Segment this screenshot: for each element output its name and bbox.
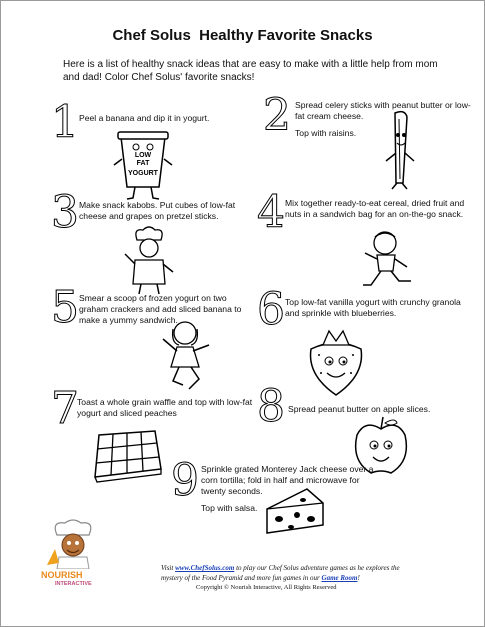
strawberry-illustration	[303, 327, 369, 397]
step-8-instruction: Spread peanut butter on apple slices.	[288, 404, 431, 414]
game-room-link[interactable]: Game Room	[321, 574, 358, 582]
step-2-instruction: Spread celery sticks with peanut butter or low-fat cream cheese.	[295, 100, 471, 121]
step-7-instruction: Toast a whole grain waffle and top with low-fat yogurt and sliced peaches	[77, 397, 253, 418]
step-4-instruction: Mix together ready-to-eat cereal, dried fruit and nuts in a sandwich bag for an on-the-go snack.	[285, 198, 465, 219]
step-1-instruction: Peel a banana and dip it in yogurt.	[79, 113, 210, 123]
step-4-text	[285, 198, 465, 226]
running-kid-illustration	[359, 229, 415, 293]
step-number-2: 2	[263, 90, 291, 141]
cup-label-fat: FAT	[136, 160, 150, 167]
step-2-extra: Top with raisins.	[295, 128, 357, 138]
footer-text	[161, 563, 421, 583]
footer-end: !	[357, 574, 360, 582]
step-number-5: 5	[51, 282, 79, 333]
footer-mid: to play our Chef Solus adventure games as he explores the mystery of the Food Pyramid and more fun games in our	[161, 564, 400, 582]
step-number-3: 3	[51, 187, 79, 238]
cheese-illustration	[263, 485, 327, 537]
step-7-text	[77, 397, 253, 425]
cup-label-low: LOW	[134, 152, 152, 159]
step-number-9: 9	[171, 455, 199, 506]
chefsolus-link[interactable]: www.ChefSolus.com	[175, 564, 235, 572]
step-9-extra: Top with salsa.	[201, 503, 258, 513]
step-number-6: 6	[257, 284, 285, 335]
step-number-7: 7	[51, 383, 79, 434]
step-9-instruction: Sprinkle grated Monterey Jack cheese over a corn tortilla; fold in half and microwave for twenty seconds.	[201, 464, 374, 496]
step-number-1: 1	[51, 97, 79, 148]
page-title: Chef Solus Healthy Favorite Snacks	[112, 27, 373, 44]
step-3-text	[79, 200, 259, 228]
dancing-girl-illustration	[159, 319, 215, 391]
copyright-text: Copyright © Nourish Interactive, All Rights Reserved	[196, 584, 337, 591]
step-6-text	[285, 297, 465, 325]
cup-label-yogurt: YOGURT	[128, 170, 158, 177]
step-3-instruction: Make snack kabobs. Put cubes of low-fat cheese and grapes on pretzel sticks.	[79, 200, 236, 221]
nourish-logo-subtext: INTERACTIVE	[55, 581, 92, 587]
intro-text: Here is a list of healthy snack ideas that are easy to make with a little help from mom and dad! Color Chef Solus' favorite snacks!	[63, 59, 438, 83]
step-number-4: 4	[257, 187, 285, 238]
chef-solus-logo-character	[43, 519, 103, 569]
nourish-logo-text: NOURISH	[41, 570, 83, 580]
step-6-instruction: Top low-fat vanilla yogurt with crunchy granola and sprinkle with blueberries.	[285, 297, 461, 318]
celery-stick-illustration	[383, 109, 417, 191]
chef-illustration	[123, 226, 175, 296]
footer-visit: Visit	[161, 564, 176, 572]
waffle-illustration	[89, 425, 165, 485]
yogurt-cup-illustration	[113, 125, 173, 201]
step-5-instruction: Smear a scoop of frozen yogurt on two graham crackers and add sliced banana to make a yummy sandwich.	[79, 293, 242, 325]
step-number-8: 8	[257, 381, 285, 432]
